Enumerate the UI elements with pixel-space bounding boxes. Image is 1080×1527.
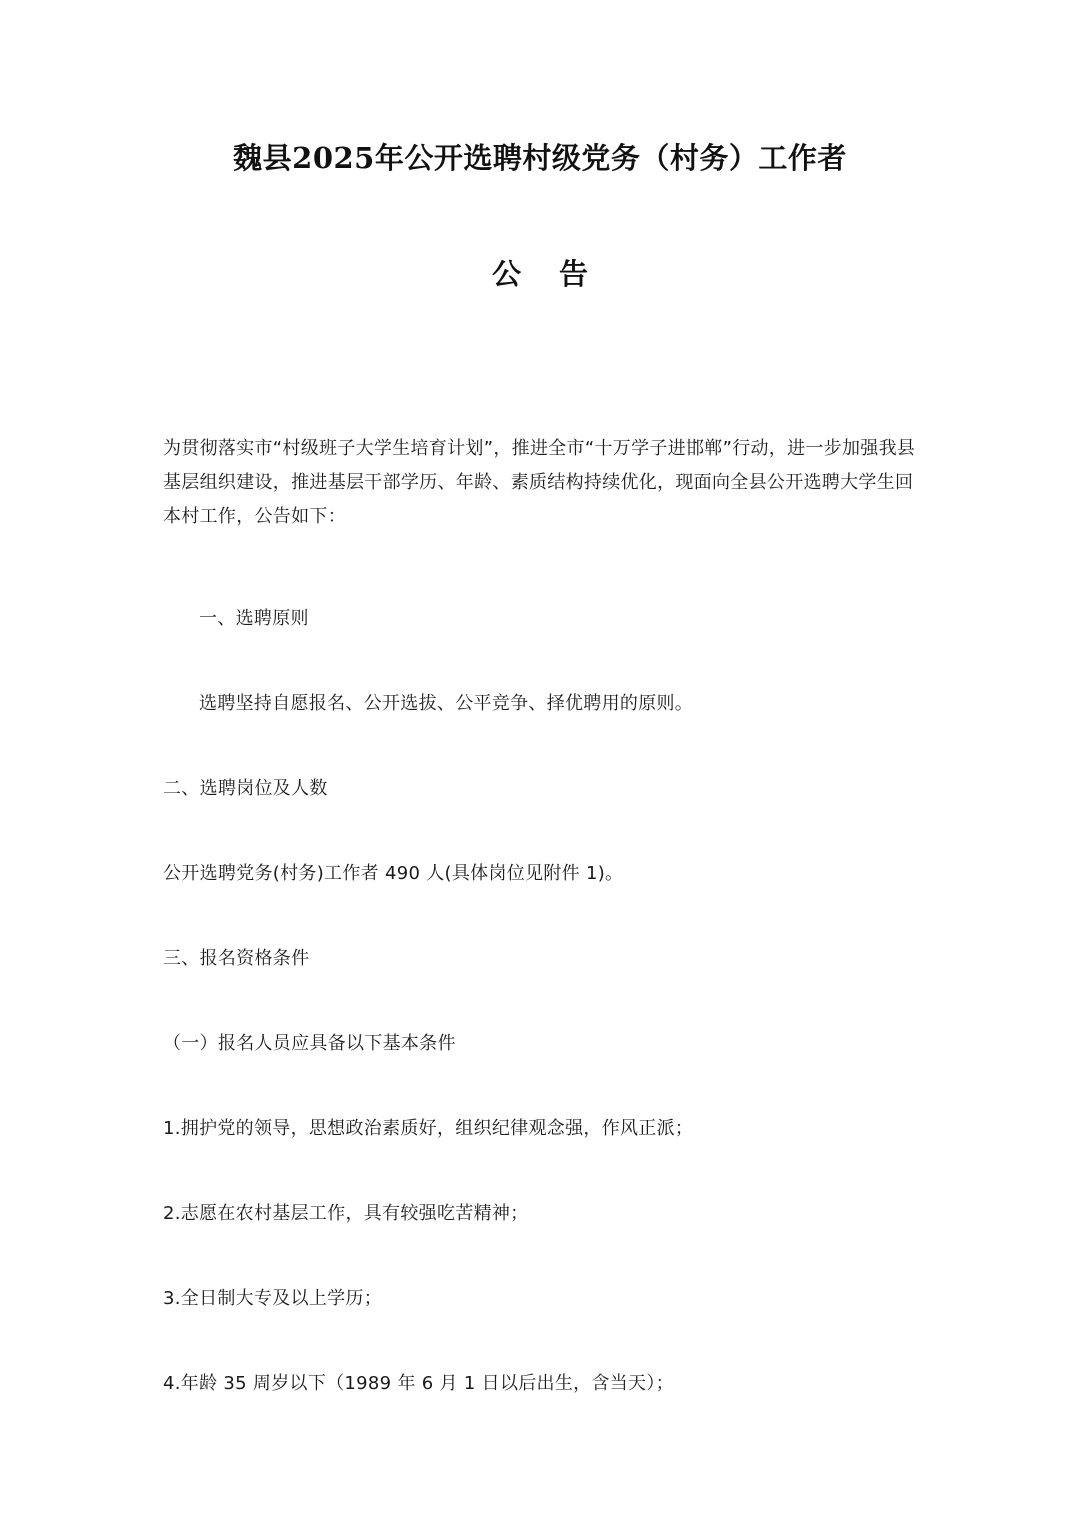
subsection-heading-basic-conditions: （一）报名人员应具备以下基本条件 — [163, 1033, 456, 1054]
document-subtitle — [0, 254, 1080, 294]
list-item: 2.志愿在农村基层工作，具有较强吃苦精神； — [163, 1203, 529, 1224]
principles-paragraph: 选聘坚持自愿报名、公开选拔、公平竞争、择优聘用的原则。 — [199, 693, 694, 714]
list-item: 4.年龄 35 周岁以下（1989 年 6 月 1 日以后出生，含当天）； — [163, 1373, 674, 1394]
list-item: 1.拥护党的领导，思想政治素质好，组织纪律观念强，作风正派； — [163, 1118, 694, 1139]
document-title: 魏县2025年公开选聘村级党务（村务）工作者 — [233, 141, 847, 175]
positions-paragraph: 公开选聘党务(村务)工作者 490 人(具体岗位见附件 1)。 — [163, 863, 624, 884]
section-heading-qualifications: 三、报名资格条件 — [163, 948, 310, 969]
section-heading-principles: 一、选聘原则 — [199, 608, 309, 629]
subtitle-char: 告 — [559, 257, 589, 291]
intro-paragraph: 为贯彻落实市“村级班子大学生培育计划”，推进全市“十万学子进邯郸”行动，进一步加强我县基层组织建设，推进基层干部学历、年龄、素质结构持续优化，现面向全县公开选聘大学生回本村工作，公告如下： — [163, 438, 916, 527]
section-heading-positions: 二、选聘岗位及人数 — [163, 778, 328, 799]
list-item: 3.全日制大专及以上学历； — [163, 1288, 383, 1309]
subtitle-char: 公 — [491, 257, 521, 291]
